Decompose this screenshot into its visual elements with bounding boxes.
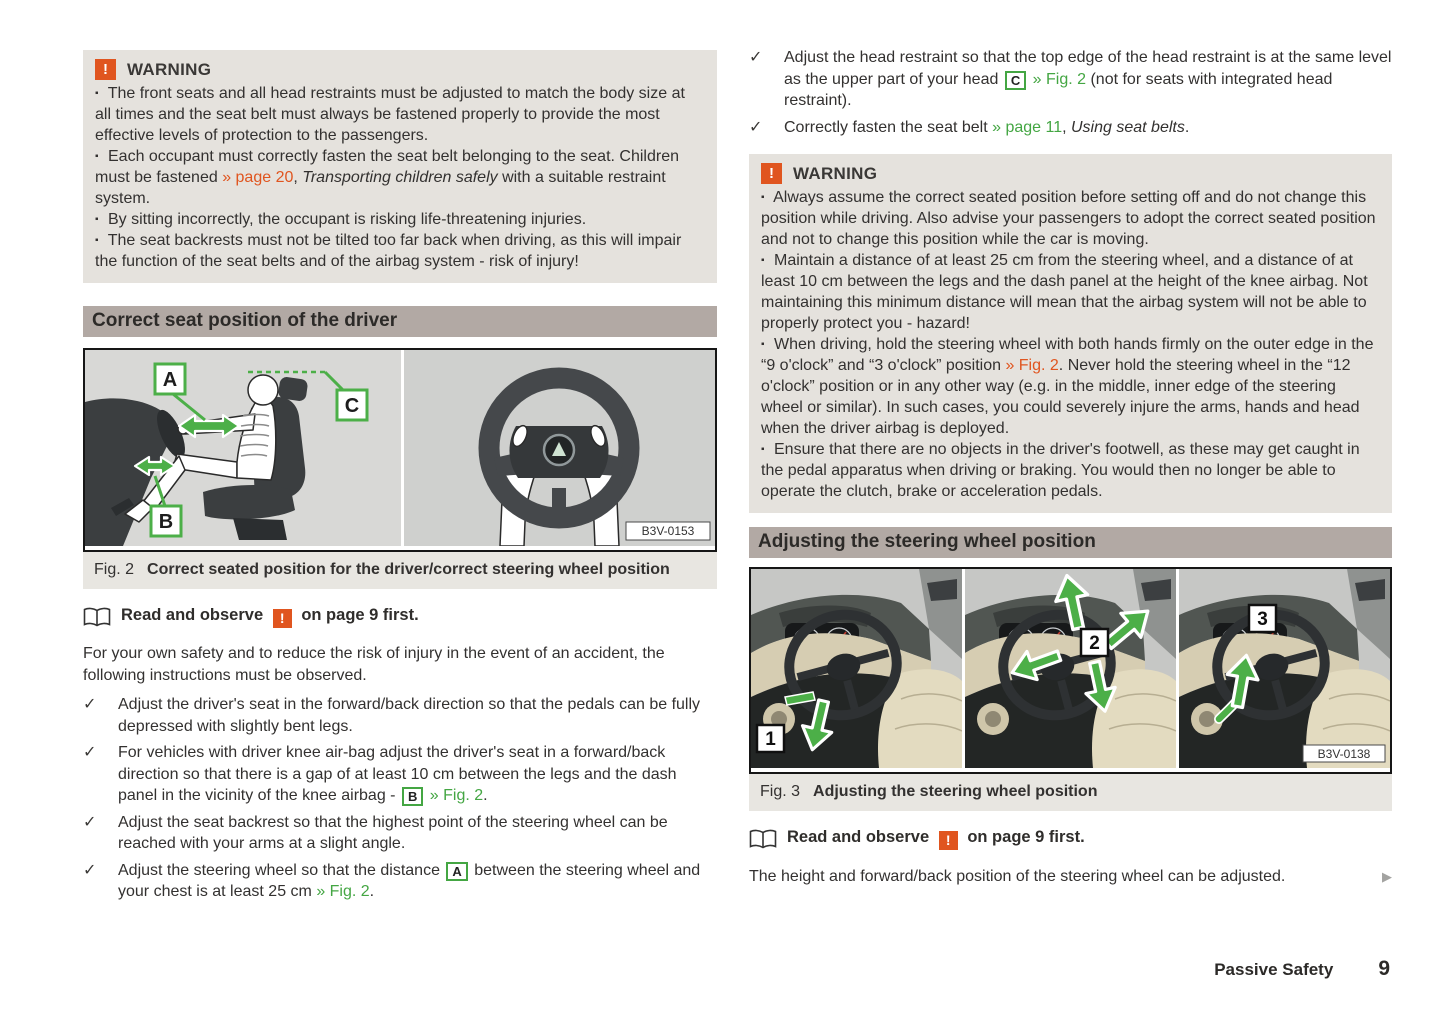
cross-reference-link[interactable]: » Fig. 2 <box>316 883 370 900</box>
warning-header <box>761 163 1380 184</box>
warning-header <box>95 59 705 80</box>
callout-letter-box: A <box>446 862 467 881</box>
figure-3 <box>749 567 1392 774</box>
read-observe-note <box>83 606 717 628</box>
warning-bullet: ▪ Always assume the correct seated position before setting off and do not change this position while driving. Also advise your passengers to adopt the correct seated position and not to change this position while the car is moving. <box>761 189 1376 248</box>
figure-3-part-tag <box>1303 745 1385 762</box>
book-icon <box>83 607 111 627</box>
svg-text:2: 2 <box>1089 633 1100 654</box>
warning-bullet: ▪ Maintain a distance of at least 25 cm from the steering wheel, and a distance of at least 10 cm between the legs and the dash panel at the height of the knee airbag. Not maintaining this minimum distance will mean that the airbag system will not be able to properly protect you - hazard! <box>761 252 1368 332</box>
figure-3-panel-2 <box>965 569 1176 768</box>
list-item: ✓ Adjust the seat backrest so that the highest point of the steering wheel can be reached with your arms at a slight angle. <box>83 812 717 855</box>
closing-paragraph-row <box>749 866 1392 888</box>
warning-title: WARNING <box>793 163 878 183</box>
read-observe-text: Read and observe ! on page 9 first. <box>787 828 1085 848</box>
figure-3-caption: Fig. 3 Adjusting the steering wheel position <box>749 774 1392 811</box>
read-observe-text: Read and observe ! on page 9 first. <box>121 606 419 626</box>
figure-2-part-tag <box>626 522 710 540</box>
warning-bullet: ▪ The front seats and all head restraints must be adjusted to match the body size at all times and the seat belt must always be fastened properly to provide the most effective levels of protection to the passengers. <box>95 85 685 144</box>
warning-body <box>95 83 705 272</box>
warning-icon: ! <box>761 163 782 184</box>
check-icon: ✓ <box>83 744 97 761</box>
warning-box-seats <box>83 50 717 283</box>
book-icon <box>749 829 777 849</box>
svg-text:B: B <box>158 511 174 533</box>
read-observe-note <box>749 828 1392 850</box>
figure-3-step-2 <box>1081 629 1108 656</box>
driver-seat-checklist <box>83 694 717 903</box>
list-item: ✓ Adjust the steering wheel so that the distance A between the steering wheel and your chest is at least 25 cm » Fig. 2. <box>83 860 717 903</box>
left-column <box>83 50 717 903</box>
list-item: ✓ Adjust the driver's seat in the forward/back direction so that the pedals can be fully depressed with slightly bent legs. <box>83 694 717 737</box>
list-item: ✓ Adjust the head restraint so that the top edge of the head restraint is at the same level as the upper part of your head C » Fig. 2 (not for seats with integrated head restraint). <box>749 47 1392 112</box>
right-column <box>749 47 1392 888</box>
check-icon: ✓ <box>83 813 97 831</box>
cross-reference-link[interactable]: » Fig. 2 <box>1032 70 1087 88</box>
figure-number: Fig. 3 <box>760 783 801 800</box>
warning-title: WARNING <box>127 59 212 79</box>
figure-2-label-A <box>155 364 185 394</box>
callout-letter-box: C <box>1005 71 1026 90</box>
svg-text:1: 1 <box>765 729 776 750</box>
svg-text:B3V-0138: B3V-0138 <box>1317 747 1371 761</box>
cross-reference-link[interactable]: » page 20 <box>222 169 294 186</box>
figure-3-step-3 <box>1249 605 1276 632</box>
head-restraint-checklist <box>749 47 1392 138</box>
figure-3-panel-3 <box>1179 569 1390 768</box>
warning-bullet: ▪ Each occupant must correctly fasten the seat belt belonging to the seat. Children must be fastened » page 20, Transporting children safely with a suitable restraint system. <box>95 148 679 207</box>
footer-page-number: 9 <box>1378 957 1390 980</box>
section-heading-steering-wheel: Adjusting the steering wheel position <box>749 527 1392 558</box>
svg-text:3: 3 <box>1257 609 1268 630</box>
figure-2-seat-diagram <box>85 350 401 546</box>
check-icon: ✓ <box>83 696 97 713</box>
svg-text:B3V-0153: B3V-0153 <box>641 524 695 538</box>
warning-bullet: ▪ The seat backrests must not be tilted too far back when driving, as this will impair the function of the seat belts and of the airbag system - risk of injury! <box>95 232 682 270</box>
check-icon: ✓ <box>749 49 763 66</box>
warning-body <box>761 187 1380 502</box>
figure-2-caption: Fig. 2 Correct seated position for the driver/correct steering wheel position <box>83 552 717 589</box>
check-icon: ✓ <box>749 118 763 136</box>
warning-box-seated-position <box>749 154 1392 513</box>
list-item: ✓ For vehicles with driver knee air-bag adjust the driver's seat in a forward/back direction so that there is a gap of at least 10 cm between the legs and the dash panel in the vicinity of the knee airbag - B » Fig. 2. <box>83 742 717 807</box>
figure-2-label-B <box>151 506 181 536</box>
page-footer <box>1214 957 1390 981</box>
warning-bullet: ▪ When driving, hold the steering wheel with both hands firmly on the outer edge in the “9 o'clock” and “3 o'clock” position » Fig. 2. Never hold the steering wheel in the “12 o'clock” position or in any other way (e.g. in the middle, inner edge of the steering wheel or similar). In such cases, you could severely injure the arms, hands and head when the driver airbag is deployed. <box>761 336 1374 437</box>
warning-icon: ! <box>95 59 116 80</box>
callout-letter-box: B <box>402 787 423 806</box>
figure-2 <box>83 348 717 552</box>
cross-reference-link[interactable]: » Fig. 2 <box>1005 357 1059 374</box>
svg-text:A: A <box>162 369 178 391</box>
warning-inline-icon: ! <box>939 831 958 850</box>
figure-number: Fig. 2 <box>94 561 135 578</box>
cross-reference-link[interactable]: » page 11 <box>992 118 1063 136</box>
svg-text:C: C <box>344 395 360 417</box>
warning-bullet: ▪ Ensure that there are no objects in the driver's footwell, as these may get caught in the pedal apparatus when driving or braking. You would then no longer be able to operate the clutch, brake or acceleration pedals. <box>761 441 1360 500</box>
figure-2-steering-wheel <box>404 350 715 546</box>
cross-reference-link[interactable]: » Fig. 2 <box>429 787 484 804</box>
figure-3-panel-1 <box>751 569 962 768</box>
continuation-arrow-icon: ▶ <box>1382 868 1392 884</box>
intro-paragraph: For your own safety and to reduce the risk of injury in the event of an accident, the following instructions must be observed. <box>83 645 665 684</box>
figure-2-label-C <box>337 390 367 420</box>
figure-3-step-1 <box>757 725 784 752</box>
warning-inline-icon: ! <box>273 609 292 628</box>
closing-paragraph: The height and forward/back position of the steering wheel can be adjusted. <box>749 868 1286 885</box>
check-icon: ✓ <box>83 861 97 879</box>
warning-bullet: ▪ By sitting incorrectly, the occupant is risking life-threatening injuries. <box>95 211 587 228</box>
footer-section-title: Passive Safety <box>1214 960 1334 979</box>
list-item: ✓ Correctly fasten the seat belt » page 11, Using seat belts. <box>749 117 1392 139</box>
section-heading-seat-position: Correct seat position of the driver <box>83 306 717 337</box>
